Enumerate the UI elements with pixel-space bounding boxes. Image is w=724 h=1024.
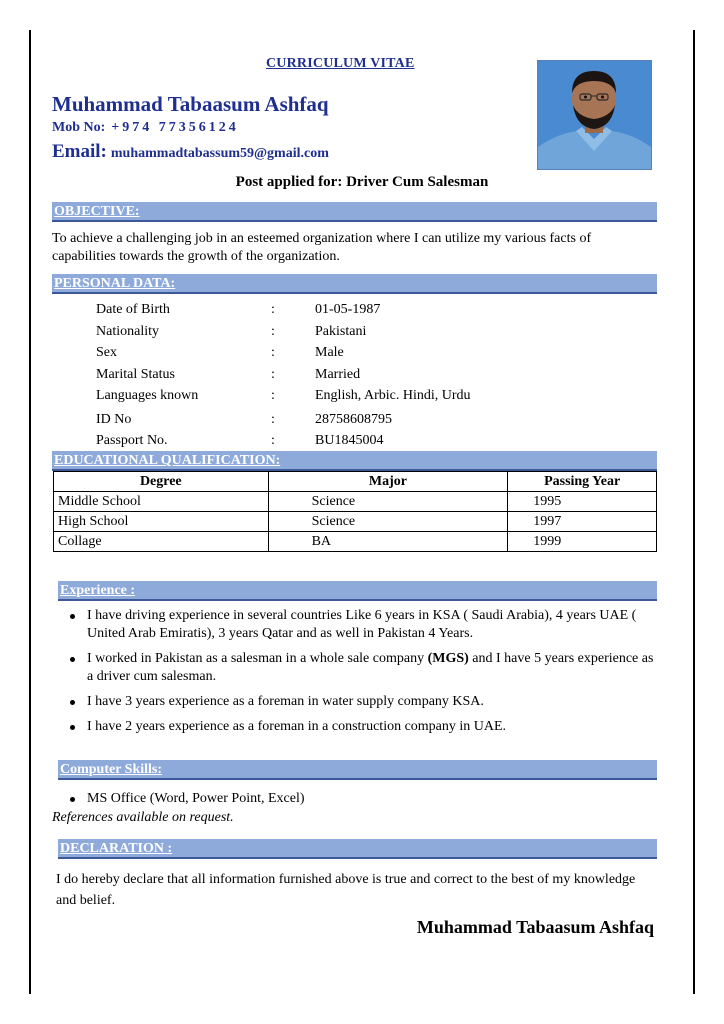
personal-sep: : — [271, 433, 275, 448]
mobile-label: Mob No: — [52, 120, 106, 135]
personal-value: Married — [315, 367, 361, 382]
declaration-heading: DECLARATION : — [60, 841, 173, 856]
email-label: Email: — [52, 141, 107, 162]
list-item — [60, 693, 662, 711]
table-cell: High School — [54, 512, 269, 532]
objective-heading-bar — [52, 202, 657, 222]
email-value[interactable]: muhammadtabassum59@gmail.com — [110, 146, 329, 161]
personal-sep: : — [271, 345, 275, 360]
mobile-number — [52, 120, 239, 136]
table-header-row — [54, 472, 657, 492]
profile-photo — [537, 60, 652, 170]
personal-sep: : — [271, 412, 275, 427]
experience-text: I worked in Pakistan as a salesman in a whole sale company — [87, 651, 428, 666]
education-table — [53, 471, 657, 552]
personal-value: 01-05-1987 — [315, 302, 381, 317]
experience-text-end: and I have 5 years experience as a driver cum salesman. — [87, 651, 654, 684]
education-heading-bar — [52, 451, 657, 471]
list-item — [60, 650, 662, 686]
personal-sep: : — [271, 324, 275, 339]
experience-text: I have driving experience in several countries Like 6 years in KSA ( Saudi Arabia), 4 years UAE ( United Arab Emiratis), 3 years Qatar and as well in Pakistan 4 Years. — [87, 608, 637, 641]
education-heading: EDUCATIONAL QUALIFICATION: — [54, 453, 281, 468]
table-cell: 1995 — [508, 492, 657, 512]
list-item — [60, 718, 662, 736]
personal-value: BU1845004 — [315, 433, 384, 448]
column-header-degree: Degree — [54, 472, 269, 492]
cv-title: CURRICULUM VITAE — [266, 56, 415, 71]
column-header-passing-year: Passing Year — [508, 472, 657, 492]
personal-heading-bar — [52, 274, 657, 294]
personal-sep: : — [271, 388, 275, 403]
objective-text: To achieve a challenging job in an esteemed organization where I can utilize my various facts of capabilities towards the growth of the organization. — [52, 231, 592, 264]
list-item — [60, 607, 662, 643]
objective-heading: OBJECTIVE: — [54, 204, 140, 219]
personal-sep: : — [271, 302, 275, 317]
email-line — [52, 141, 329, 163]
table-cell: 1999 — [508, 532, 657, 552]
column-header-major: Major — [268, 472, 508, 492]
personal-heading: PERSONAL DATA: — [54, 276, 176, 291]
table-cell: Collage — [54, 532, 269, 552]
experience-text: I have 2 years experience as a foreman in a construction company in UAE. — [87, 719, 507, 734]
experience-heading-bar — [58, 581, 657, 601]
table-cell: 1997 — [508, 512, 657, 532]
declaration-heading-bar — [58, 839, 657, 859]
mobile-value: +974 77356124 — [111, 120, 239, 135]
table-cell: Science — [268, 512, 508, 532]
personal-label: Date of Birth — [96, 302, 170, 317]
computer-skills-heading: Computer Skills: — [60, 762, 163, 777]
experience-text-bold: (MGS) — [427, 651, 469, 666]
personal-sep: : — [271, 367, 275, 382]
experience-text: I have 3 years experience as a foreman in water supply company KSA. — [87, 694, 484, 709]
references-note: References available on request. — [52, 810, 234, 825]
table-cell: Science — [268, 492, 508, 512]
personal-value: Male — [315, 345, 344, 360]
personal-label: Sex — [96, 345, 117, 360]
post-applied: Post applied for: Driver Cum Salesman — [235, 174, 489, 190]
table-row — [54, 492, 657, 512]
candidate-name: Muhammad Tabaasum Ashfaq — [52, 92, 329, 116]
experience-heading: Experience : — [60, 583, 136, 598]
signature-name: Muhammad Tabaasum Ashfaq — [416, 917, 654, 937]
personal-label: ID No — [96, 412, 132, 427]
personal-label: Languages known — [96, 388, 199, 403]
personal-value: 28758608795 — [315, 412, 392, 427]
table-row — [54, 532, 657, 552]
experience-list — [60, 607, 662, 743]
personal-label: Nationality — [96, 324, 159, 339]
personal-value: English, Arbic. Hindi, Urdu — [315, 388, 471, 403]
computer-skills-heading-bar — [58, 760, 657, 780]
table-cell: Middle School — [54, 492, 269, 512]
personal-label: Passport No. — [96, 433, 168, 448]
declaration-text: I do hereby declare that all information furnished above is true and correct to the best of my knowledge and belief. — [56, 872, 636, 908]
list-item: MS Office (Word, Power Point, Excel) — [60, 790, 662, 808]
personal-value: Pakistani — [315, 324, 367, 339]
table-cell: BA — [268, 532, 508, 552]
table-row — [54, 512, 657, 532]
personal-label: Marital Status — [96, 367, 175, 382]
